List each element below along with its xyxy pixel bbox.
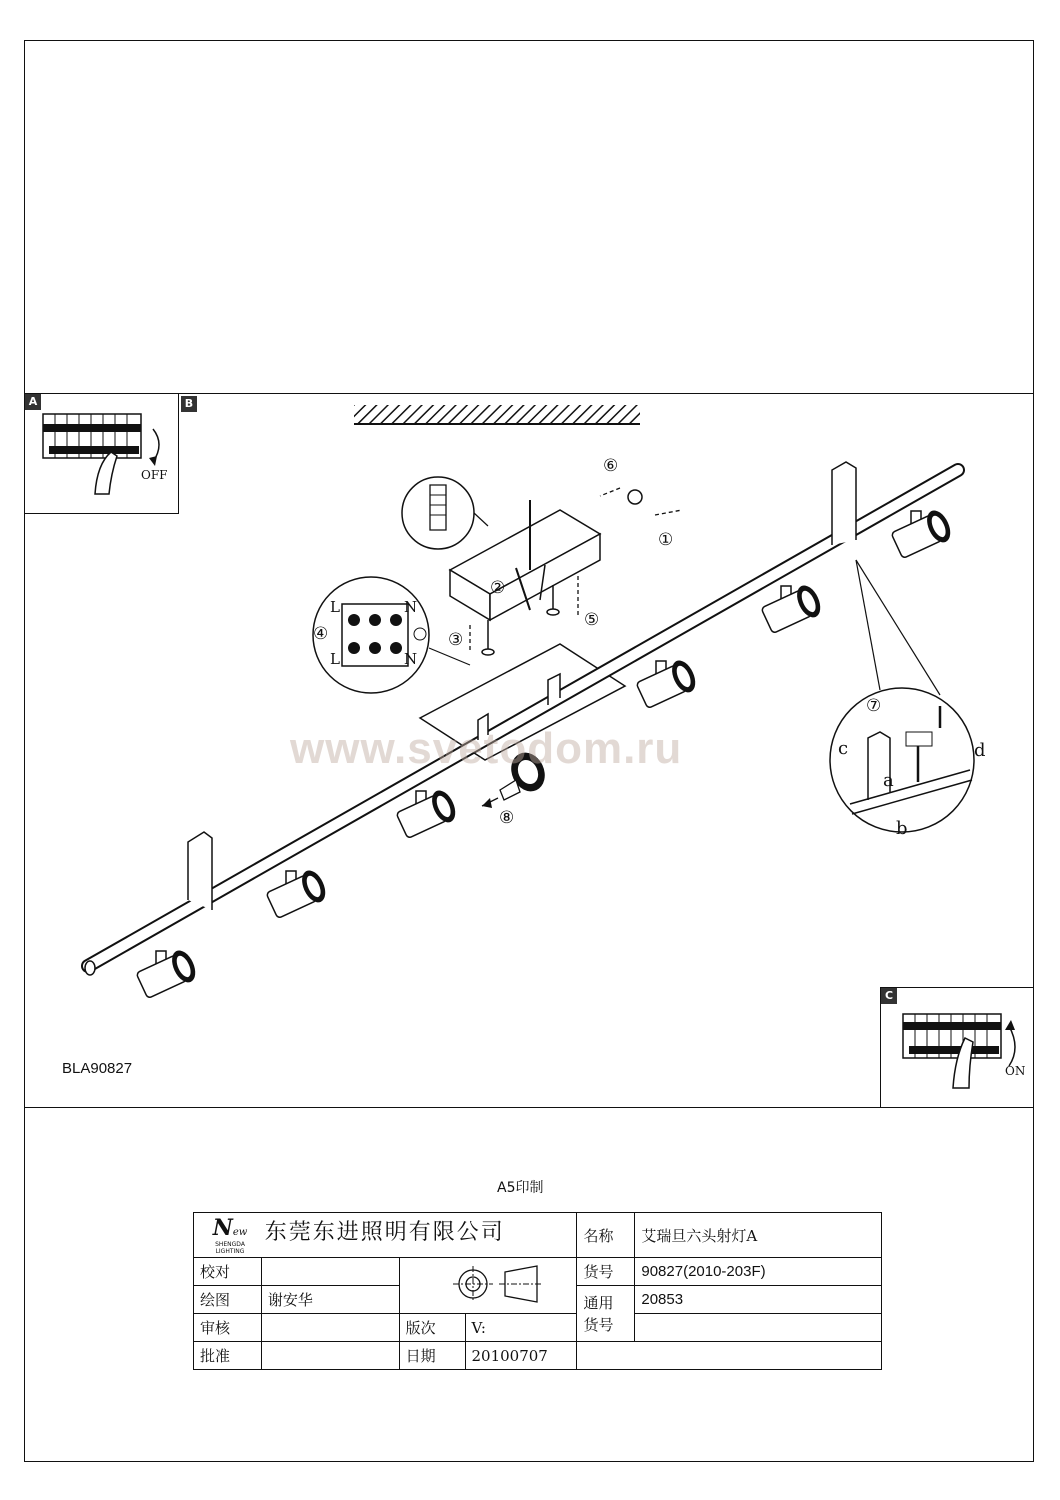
drawn-value: 谢安华 xyxy=(261,1286,399,1314)
panel-a-tag: A xyxy=(25,394,41,410)
common-extra xyxy=(635,1314,882,1342)
bracket-detail-callout xyxy=(830,560,974,832)
detail-a-label: a xyxy=(883,770,894,791)
review-label: 审核 xyxy=(194,1314,262,1342)
title-block xyxy=(193,1212,882,1370)
step-7-label: ⑦ xyxy=(866,696,882,716)
watermark: www.svetodom.ru xyxy=(290,724,683,773)
step-4-label: ④ xyxy=(313,624,329,644)
item-no-label: 货号 xyxy=(577,1258,635,1286)
model-code: BLA90827 xyxy=(62,1060,133,1077)
name-value: 艾瑞旦六头射灯A xyxy=(635,1213,882,1258)
check-value xyxy=(261,1258,399,1286)
right-bracket xyxy=(832,462,856,545)
detail-b-label: b xyxy=(896,818,908,839)
spotlight-3 xyxy=(395,787,460,841)
print-note: A5印制 xyxy=(497,1180,544,1196)
common-value: 20853 xyxy=(635,1286,882,1314)
version-label: 版次 xyxy=(399,1314,465,1342)
ceiling-hatch xyxy=(354,405,640,423)
step-5-label: ⑤ xyxy=(584,610,600,630)
terminal-l-top: L xyxy=(330,598,340,616)
item-no-value: 90827(2010-203F) xyxy=(635,1258,882,1286)
step-3-label: ③ xyxy=(448,630,464,650)
terminal-block-callout xyxy=(313,577,470,693)
terminal-l-bottom: L xyxy=(330,650,340,668)
approve-value xyxy=(261,1342,399,1370)
step-8-label: ⑧ xyxy=(499,808,515,828)
spotlight-4 xyxy=(635,657,700,711)
step-1-label: ① xyxy=(658,530,674,550)
check-label: 校对 xyxy=(194,1258,262,1286)
left-bracket xyxy=(188,832,212,910)
company-logo: New SHENGDA LIGHTING xyxy=(212,1215,248,1256)
terminal-n-top: N xyxy=(404,598,418,616)
step-2-label: ② xyxy=(490,578,506,598)
spotlight-6 xyxy=(890,507,955,561)
date-value: 20100707 xyxy=(465,1342,577,1370)
review-value xyxy=(261,1314,399,1342)
version-value: V: xyxy=(465,1314,577,1342)
blank-cell xyxy=(577,1342,882,1370)
step-6-label: ⑥ xyxy=(603,456,619,476)
date-label: 日期 xyxy=(399,1342,465,1370)
panel-c-tag: C xyxy=(881,988,897,1004)
on-label: ON xyxy=(1005,1064,1026,1078)
approve-label: 批准 xyxy=(194,1342,262,1370)
company-cell xyxy=(194,1213,577,1258)
terminal-n-bottom: N xyxy=(404,650,418,668)
name-label: 名称 xyxy=(577,1213,635,1258)
detail-d-label: d xyxy=(974,740,986,761)
wall-plug-callout xyxy=(402,477,488,549)
company-name: 东莞东进照明有限公司 xyxy=(264,1220,505,1246)
detail-c-label: c xyxy=(838,738,849,759)
spotlight-1 xyxy=(135,947,200,1001)
spotlight-2 xyxy=(265,867,330,921)
spotlight-5 xyxy=(760,582,825,636)
drawn-label: 绘图 xyxy=(194,1286,262,1314)
panel-b-tag: B xyxy=(181,396,197,412)
projection-symbol xyxy=(399,1258,577,1314)
off-label: OFF xyxy=(141,468,168,482)
first-angle-projection-icon xyxy=(433,1262,543,1306)
common-label: 通用货号 xyxy=(577,1286,635,1342)
